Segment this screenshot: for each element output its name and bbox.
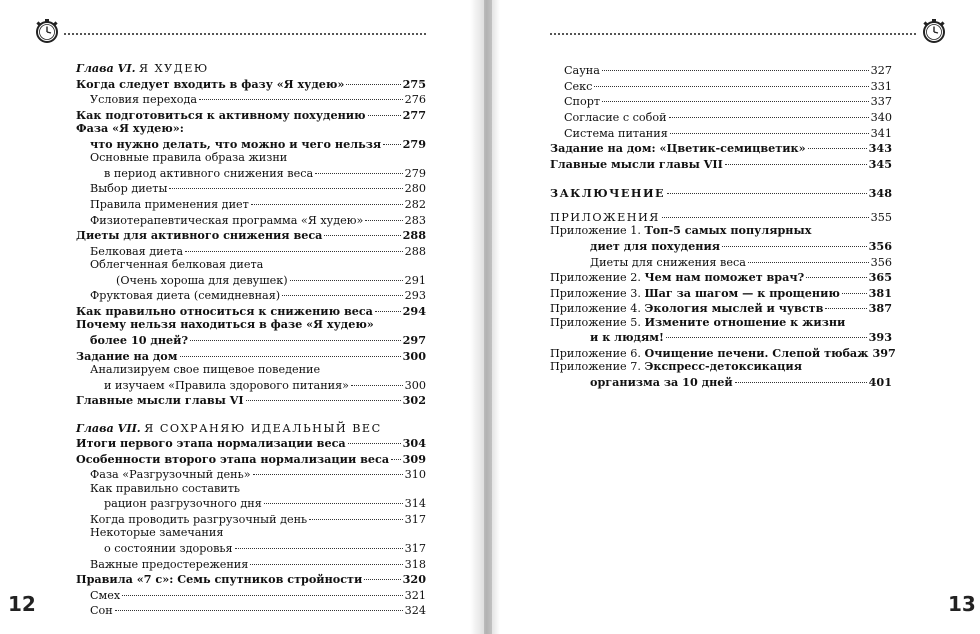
toc-entry[interactable]: Физиотерапевтическая программа «Я худею» 283 bbox=[76, 211, 426, 227]
toc-entry[interactable]: Белковая диета 288 bbox=[76, 243, 426, 259]
toc-entry[interactable]: Задание на дом: «Цветик-семицветик» 343 bbox=[550, 140, 892, 156]
toc-entry[interactable]: Главные мысли главы VII 345 bbox=[550, 156, 892, 172]
toc-entry[interactable]: диет для похудения 356 bbox=[550, 238, 892, 254]
toc-entry[interactable]: Когда следует входить в фазу «Я худею» 275 bbox=[76, 75, 426, 91]
toc-entry[interactable]: Приложение 3. Шаг за шагом — к прощению 381 bbox=[550, 285, 892, 301]
right-page bbox=[492, 0, 980, 634]
toc-entry-appendices[interactable]: ПРИЛОЖЕНИЯ 355 bbox=[550, 209, 892, 225]
stopwatch-icon bbox=[921, 18, 947, 44]
toc-entry[interactable]: Особенности второго этапа нормализации веса 309 bbox=[76, 451, 426, 467]
toc-entry[interactable]: Фруктовая диета (семидневная) 293 bbox=[76, 287, 426, 303]
toc-entry[interactable]: Правила «7 с»: Семь спутников стройности 320 bbox=[76, 571, 426, 587]
toc-entry[interactable]: Как подготовиться к активному похудению 277 bbox=[76, 107, 426, 123]
toc-left bbox=[76, 62, 426, 618]
toc-entry[interactable]: Выбор диеты 280 bbox=[76, 180, 426, 196]
toc-entry-line: Приложение 5. Измените отношение к жизни bbox=[550, 314, 846, 329]
page-number: 12 bbox=[8, 592, 36, 616]
toc-entry-line: Почему нельзя находиться в фазе «Я худею» bbox=[76, 317, 374, 332]
toc-entry-line: Некоторые замечания bbox=[90, 526, 224, 540]
toc-entry[interactable]: Согласие с собой 340 bbox=[550, 109, 892, 125]
chapter-title: Я СОХРАНЯЮ ИДЕАЛЬНЫЙ ВЕС bbox=[144, 421, 382, 435]
toc-entry[interactable]: что нужно делать, что можно и чего нельзя 279 bbox=[76, 136, 426, 152]
toc-entry[interactable]: Итоги первого этапа нормализации веса 304 bbox=[76, 435, 426, 451]
toc-entry[interactable]: и изучаем «Правила здорового питания» 300 bbox=[76, 376, 426, 392]
toc-entry[interactable]: Правила применения диет 282 bbox=[76, 196, 426, 212]
toc-entry-line: Облегченная белковая диета bbox=[90, 258, 264, 272]
toc-entry-line: Приложение 1. Топ-5 самых популярных bbox=[550, 223, 812, 238]
book-gutter bbox=[470, 0, 500, 634]
toc-entry[interactable]: Сон 324 bbox=[76, 602, 426, 618]
header-rule bbox=[550, 33, 916, 35]
toc-entry-conclusion[interactable]: ЗАКЛЮЧЕНИЕ 348 bbox=[550, 185, 892, 201]
toc-entry[interactable]: Главные мысли главы VI 302 bbox=[76, 392, 426, 408]
toc-entry[interactable]: Фаза «Разгрузочный день» 310 bbox=[76, 466, 426, 482]
toc-entry[interactable]: в период активного снижения веса 279 bbox=[76, 165, 426, 181]
toc-entry[interactable]: Приложение 4. Экология мыслей и чувств 387 bbox=[550, 300, 892, 316]
toc-entry[interactable]: Условия перехода 276 bbox=[76, 91, 426, 107]
toc-entry[interactable]: Сауна 327 bbox=[550, 62, 892, 78]
toc-entry-line: Анализируем свое пищевое поведение bbox=[90, 362, 321, 376]
toc-entry[interactable]: Приложение 6. Очищение печени. Слепой тюбаж 397 bbox=[550, 345, 896, 360]
toc-entry[interactable]: Смех 321 bbox=[76, 587, 426, 603]
chapter-label: Глава VI. bbox=[76, 61, 136, 75]
toc-entry[interactable]: и к людям! 393 bbox=[550, 329, 892, 345]
toc-entry[interactable]: Спорт 337 bbox=[550, 93, 892, 109]
left-page bbox=[0, 0, 484, 634]
toc-entry-line: Основные правила образа жизни bbox=[90, 151, 288, 165]
toc-entry-line: Приложение 7. Экспресс-детоксикация bbox=[550, 359, 802, 374]
toc-entry[interactable]: Как правильно относиться к снижению веса 294 bbox=[76, 303, 426, 319]
chapter-title: Я ХУДЕЮ bbox=[139, 62, 209, 75]
toc-entry[interactable]: Диеты для активного снижения веса 288 bbox=[76, 227, 426, 243]
toc-entry-line: Фаза «Я худею»: bbox=[76, 121, 184, 136]
chapter-label: Глава VII. bbox=[76, 420, 141, 435]
toc-entry[interactable]: Задание на дом 300 bbox=[76, 347, 426, 363]
toc-right bbox=[550, 62, 896, 389]
toc-entry[interactable]: Секс 331 bbox=[550, 78, 892, 94]
toc-entry[interactable]: Система питания 341 bbox=[550, 124, 892, 140]
toc-entry[interactable]: Приложение 2. Чем нам поможет врач? 365 bbox=[550, 269, 892, 285]
toc-entry[interactable]: рацион разгрузочного дня 314 bbox=[76, 495, 426, 511]
stopwatch-icon bbox=[34, 18, 60, 44]
toc-entry[interactable]: Важные предостережения 318 bbox=[76, 555, 426, 571]
toc-entry[interactable]: о состоянии здоровья 317 bbox=[76, 540, 426, 556]
toc-entry[interactable]: Когда проводить разгрузочный день 317 bbox=[76, 511, 426, 527]
header-rule bbox=[64, 33, 428, 35]
toc-entry[interactable]: (Очень хороша для девушек) 291 bbox=[76, 272, 426, 288]
toc-entry[interactable]: Диеты для снижения веса 356 bbox=[550, 253, 892, 269]
toc-entry[interactable]: более 10 дней? 297 bbox=[76, 332, 426, 348]
page-number: 13 bbox=[948, 592, 976, 616]
toc-entry[interactable]: организма за 10 дней 401 bbox=[550, 374, 892, 390]
toc-entry-line: Как правильно составить bbox=[90, 481, 241, 495]
